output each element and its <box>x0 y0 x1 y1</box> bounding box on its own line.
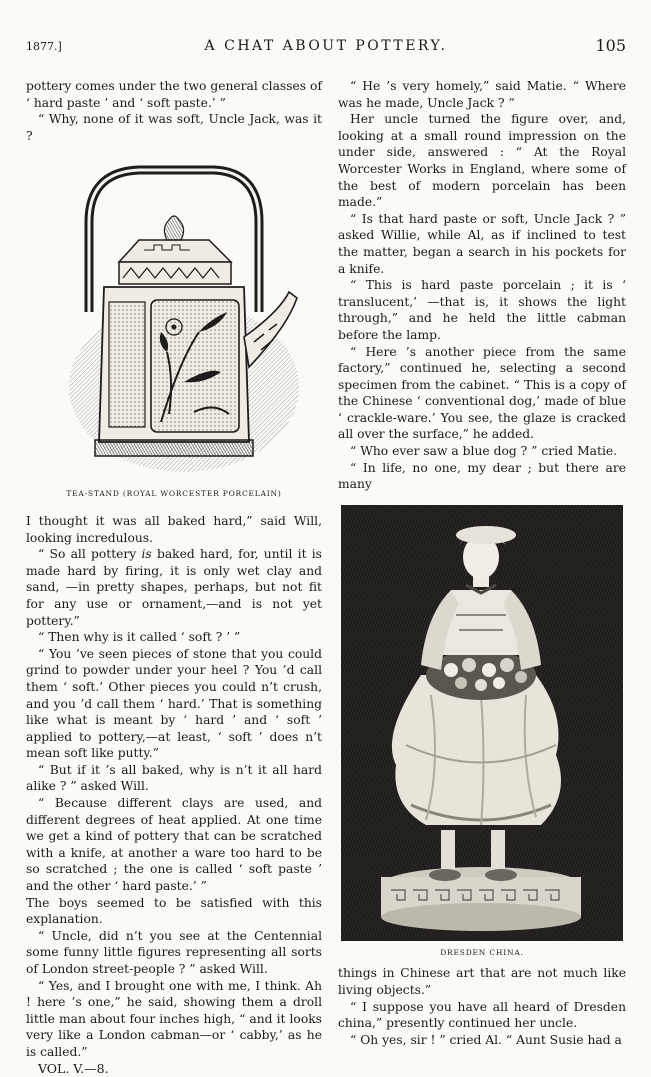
paragraph: “ Is that hard paste or soft, Uncle Jack ? ” asked Willie, while Al, as if inclined to test the matter, began a search in his pockets for a knife. <box>338 211 626 276</box>
paragraph: Her uncle turned the figure over, and, looking at a small round impression on the under side, answered : “ At the Royal Worcester Works in England, where some of the best of modern porcelain has been made.” <box>338 112 626 210</box>
paragraph: “ This is hard paste porcelain ; it is ‘ translucent,’ —that is, it shows the light through,” and he held the little cabman before the lamp. <box>338 278 626 342</box>
paragraph: “ Because different clays are used, and different degrees of heat applied. At one time we get a kind of pottery that can be scratched with a knife, at another a ware too hard to be so scratched ; the one is called ‘ soft paste ’ and the other ‘ hard paste.’ ” <box>26 796 322 894</box>
running-header <box>26 36 626 58</box>
dresden-china-illustration <box>341 505 623 941</box>
paragraph: “ Why, none of it was soft, Uncle Jack, was it ? <box>26 112 322 143</box>
paragraph: “ Here ’s another piece from the same factory,” continued he, selecting a second specimen from the cabinet. “ This is a copy of the Chinese ‘ conventional dog,’ made of blue ‘ crackle-ware.’ You see, the glaze is cracked all over the surface,” he added. <box>338 344 626 442</box>
right-column <box>338 78 626 1048</box>
paragraph: “ He ’s very homely,” said Matie. “ Where was he made, Uncle Jack ? ” <box>338 79 626 110</box>
signature-mark: VOL. V.—8. <box>38 1060 109 1076</box>
tea-stand-illustration <box>49 152 299 482</box>
paragraph: “ You ’ve seen pieces of stone that you could grind to powder under your heel ? You ’d call them ‘ soft.’ Other pieces you could n’t crush, and you ’d call them ‘ hard.’ That is something like what is meant by ‘ hard ’ and ‘ soft ’ applied to pottery,—at least, ‘ soft ’ does n’t mean soft like putty.” <box>26 646 322 761</box>
paragraph: “ So all pottery is baked hard, for, until it is made hard by firing, it is only wet clay and sand, —in pretty shapes, perhaps, but not fit for any use or ornament,—and is not yet pottery.” <box>26 547 322 628</box>
paragraph: “ Who ever saw a blue dog ? ” cried Matie. <box>350 444 618 459</box>
paragraph: “ Then why is it called ‘ soft ? ’ ” <box>38 630 241 645</box>
paragraph: “ Yes, and I brought one with me, I think. Ah ! here ’s one,” he said, showing them a droll little man about four inches high, “ and it looks very like a London cabman—or ‘ cabby,’ as he is called.” <box>26 978 322 1059</box>
left-column <box>26 78 322 1077</box>
paragraph: “ Oh yes, sir ! ” cried Al. “ Aunt Susie had a <box>350 1032 622 1047</box>
paragraph: pottery comes under the two general classes of ‘ hard paste ’ and ‘ soft paste.’ ” <box>26 79 322 110</box>
header-title: A CHAT ABOUT POTTERY. <box>204 38 448 54</box>
paragraph: “ But if it ’s all baked, why is n’t it all hard alike ? ” asked Will. <box>26 762 322 794</box>
paragraph: The boys seemed to be satisfied with this explanation. <box>26 895 322 927</box>
paragraph: things in Chinese art that are not much like living objects.” <box>338 966 626 998</box>
paragraph: I thought it was all baked hard,” said Will, looking incredulous. <box>26 513 322 545</box>
figure-caption: TEA-STAND (ROYAL WORCESTER PORCELAIN) <box>66 489 282 499</box>
paragraph: “ I suppose you have all heard of Dresden china,” presently continued her uncle. <box>338 999 626 1031</box>
paragraph: “ In life, no one, my dear ; but there are many <box>338 460 626 492</box>
header-date: 1877.] <box>26 40 62 53</box>
page-number: 105 <box>595 36 626 55</box>
paragraph: “ Uncle, did n’t you see at the Centennial some funny little figures representing all sorts of London street-people ? ” asked Will. <box>26 928 322 976</box>
dresden-figure <box>338 505 626 962</box>
figure-caption: DRESDEN CHINA. <box>440 947 524 957</box>
